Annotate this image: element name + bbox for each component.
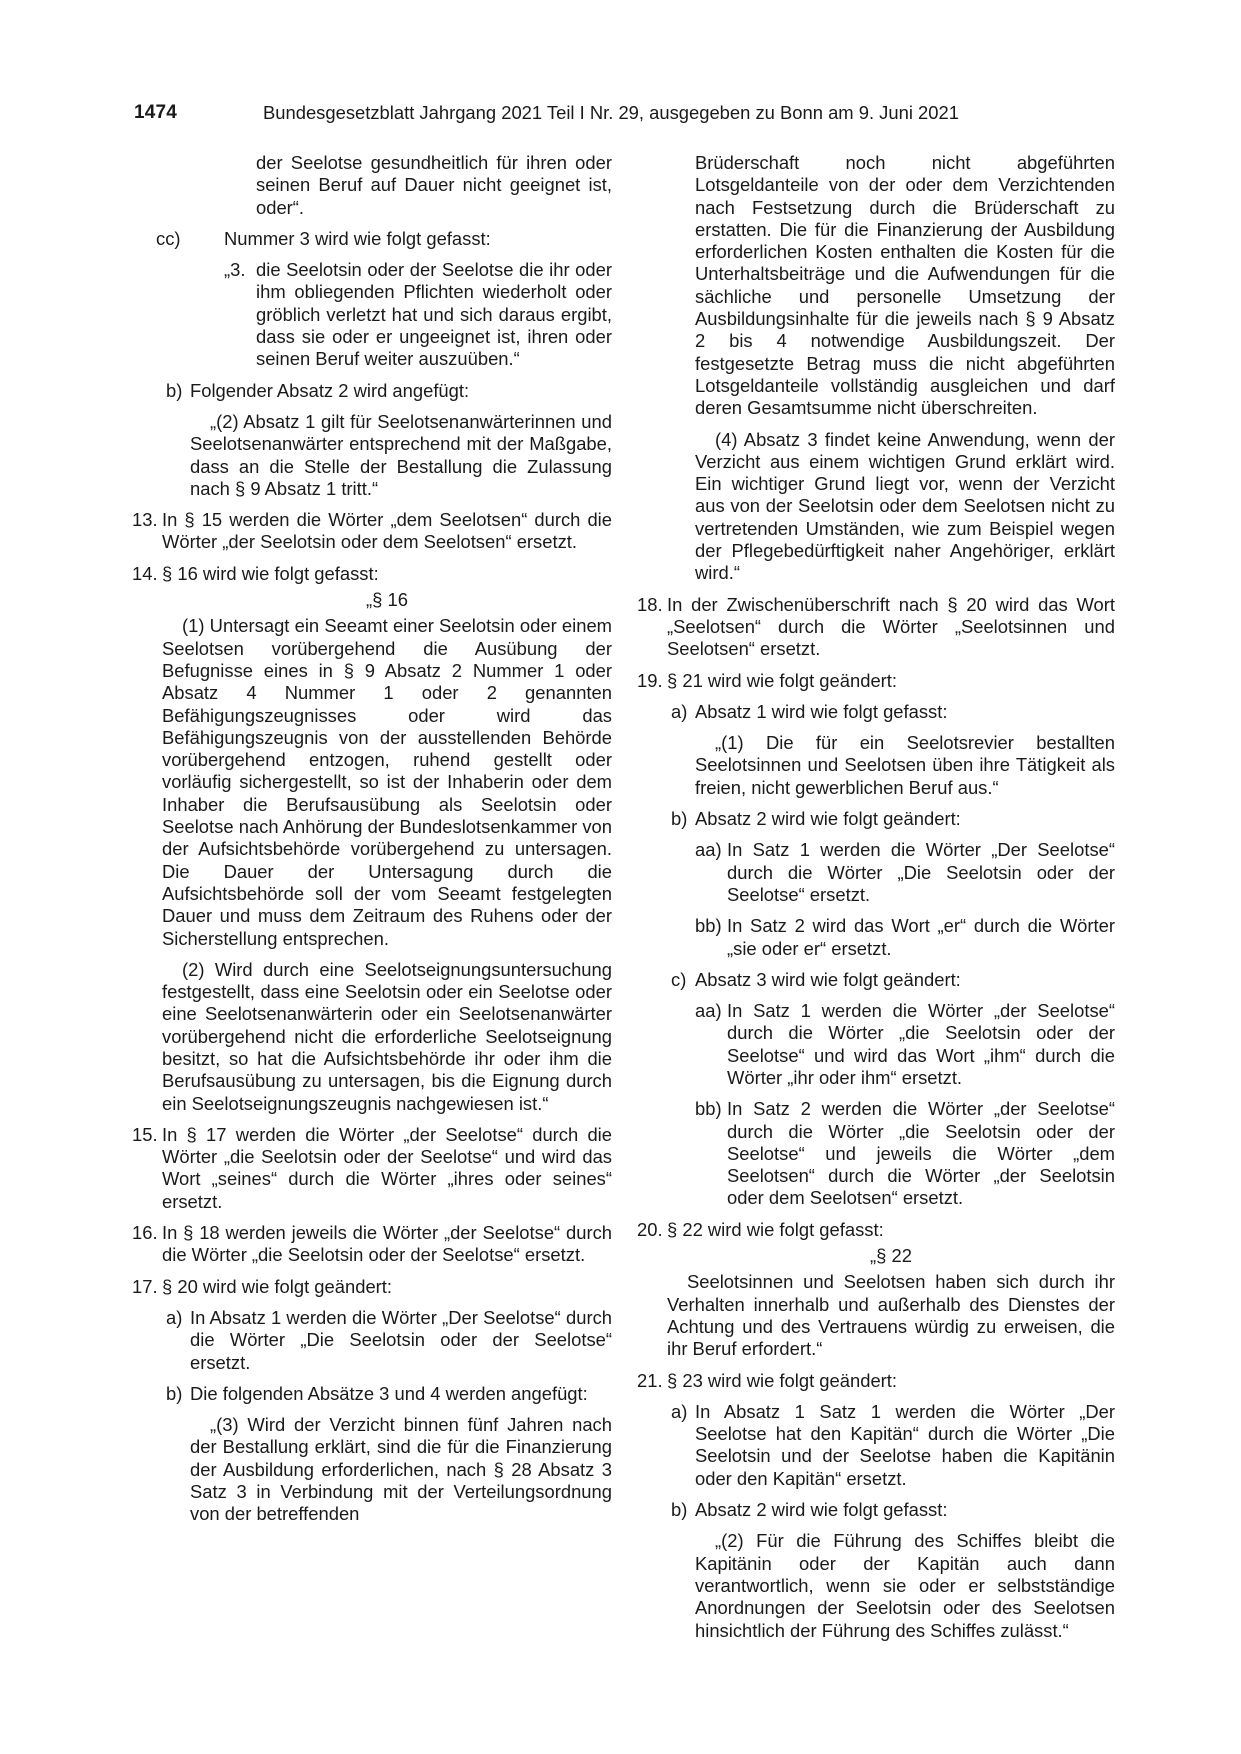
item-text: In Satz 1 werden die Wörter „der Seelotse“ durch die Wörter „die Seelotsin oder der Seelotse“ und wird das Wort „ihm“ durch die Wörter „ihr oder ihm“ ersetzt. — [727, 1000, 1115, 1088]
item-18 — [637, 593, 1115, 661]
item-21 — [637, 1369, 1115, 1392]
item-20 — [637, 1218, 1115, 1241]
item-label: aa) — [695, 1000, 722, 1022]
item-text: Absatz 2 wird wie folgt gefasst: — [695, 1499, 948, 1521]
item-19-c-bb — [695, 1098, 1115, 1209]
item-label: 17. — [132, 1275, 158, 1297]
item-label: c) — [671, 968, 687, 990]
item-cc — [156, 227, 612, 250]
item-label: 16. — [132, 1222, 158, 1244]
item-text: Nummer 3 wird wie folgt gefasst: — [224, 227, 491, 249]
item-text: Absatz 2 wird wie folgt geändert: — [695, 808, 961, 830]
quote-23-absatz-2: „(2) Für die Führung des Schiffes bleibt die Kapitänin oder der Kapitän auch dann verantwortlich, wenn sie oder er selbstständige Anordnungen der Seelotsin oder des Seelotsen hinsichtlich der Führung des Schiffes zulässt.“ — [695, 1530, 1115, 1641]
item-16 — [132, 1222, 612, 1267]
item-label: cc) — [156, 227, 181, 249]
item-19-c-aa — [695, 1000, 1115, 1089]
item-text: Absatz 1 wird wie folgt gefasst: — [695, 700, 948, 722]
item-text: Folgender Absatz 2 wird angefügt: — [190, 379, 470, 401]
item-text: In Satz 2 wird das Wort „er“ durch die Wörter „sie oder er“ ersetzt. — [727, 915, 1115, 959]
item-label: b) — [671, 808, 688, 830]
item-text: § 23 wird wie folgt geändert: — [667, 1369, 898, 1391]
item-text: In Absatz 1 Satz 1 werden die Wörter „Der Seelotse hat den Kapitän“ durch die Wörter „Die Seelotsin und der Seelotse haben die Kapitänin oder den Kapitän“ ersetzt. — [695, 1400, 1115, 1489]
item-text: In Satz 2 werden die Wörter „der Seelotse“ durch die Wörter „die Seelotsin oder der Seelotse“ und jeweils die Wörter „dem Seelotsen“ durch die Wörter „der Seelotsin oder dem Seelotsen“ ersetzt. — [727, 1098, 1115, 1209]
item-text: In § 17 werden die Wörter „der Seelotse“ durch die Wörter „die Seelotsin oder der Seelotse“ und wird das Wort „seines“ durch die Wörter „ihres oder seines“ ersetzt. — [162, 1123, 612, 1212]
item-19-c — [671, 968, 1115, 991]
quote-absatz-2: „(2) Absatz 1 gilt für Seelotsenanwärterinnen und Seelotsenanwärter entsprechend mit der Maßgabe, dass an die Stelle der Bestallung die Zulassung nach § 9 Absatz 1 tritt.“ — [190, 410, 612, 499]
item-19-b-bb — [695, 915, 1115, 960]
item-label: bb) — [695, 1098, 722, 1120]
item-15 — [132, 1123, 612, 1213]
item-label: a) — [671, 1400, 688, 1422]
quote-absatz-4: (4) Absatz 3 findet keine Anwendung, wenn der Verzicht aus einem wichtigen Grund erklärt wird. Ein wichtiger Grund liegt vor, wenn der Verzicht aus von der Seelotsin oder dem Seelotsen nicht zu vertretenden Umständen, wie zum Beispiel wegen der Pflegebedürftigkeit naher Angehöriger, erklärt wird.“ — [695, 428, 1115, 584]
right-column — [637, 152, 1115, 1651]
item-label: b) — [671, 1499, 688, 1521]
item-label: 18. — [637, 593, 663, 615]
item-text: § 16 wird wie folgt gefasst: — [162, 562, 379, 584]
section-heading-22: „§ 22 — [870, 1245, 912, 1267]
item-21-a — [671, 1400, 1115, 1490]
item-label: bb) — [695, 915, 722, 937]
section-22-paragraph: Seelotsinnen und Seelotsen haben sich durch ihr Verhalten innerhalb und außerhalb des Dienstes der Achtung und des Vertrauens würdig zu erweisen, die ihr Beruf erfordert.“ — [667, 1271, 1115, 1360]
item-19-b — [671, 808, 1115, 830]
section-16-paragraph-2: (2) Wird durch eine Seelotseignungsuntersuchung festgestellt, dass eine Seelotsin oder ein Seelotse oder eine Seelotsenanwärterin oder ein Seelotsenanwärter vorübergehend nicht die erforderliche Seelotseignung besitzt, so hat die Aufsichtsbehörde ihr oder ihm die Berufsausübung zu untersagen, bis die Eignung durch ein Seelotseignungszeugnis nachgewiesen ist.“ — [162, 958, 612, 1114]
section-16-paragraph-1: (1) Untersagt ein Seeamt einer Seelotsin oder einem Seelotsen vorübergehend die Ausübung der Befugnisse eines in § 9 Absatz 2 Nummer 1 oder Absatz 4 Nummer 1 oder 2 genannten Befähigungszeugnisses oder wird das Befähigungszeugnis von der ausstellenden Behörde vorübergehend entzogen, ruhend gestellt oder vorläufig sichergestellt, so ist der Inhaberin oder dem Inhaber die Berufsausübung als Seelotsin oder Seelotse nach Anhörung der Bundeslotsenkammer von der Aufsichtsbehörde vorübergehend zu untersagen. Die Dauer der Untersagung durch die Aufsichtsbehörde soll der vom Seeamt festgelegten Dauer und muss dem Zeitraum des Ruhens oder der Sicherstellung entsprechen. — [162, 615, 612, 949]
left-column — [132, 152, 612, 1535]
quote-19-absatz-1: „(1) Die für ein Seelotsrevier bestallten Seelotsinnen und Seelotsen üben ihre Tätigkeit als freien, nicht gewerblichen Beruf aus.“ — [695, 732, 1115, 798]
item-label: aa) — [695, 839, 722, 861]
paragraph-continuation: der Seelotse gesundheitlich für ihren oder seinen Beruf auf Dauer nicht geeignet ist, oder“. — [256, 152, 612, 218]
item-19 — [637, 669, 1115, 692]
item-label: a) — [671, 700, 688, 722]
item-label: 19. — [637, 669, 663, 691]
section-heading-16: „§ 16 — [366, 589, 408, 611]
item-text: § 20 wird wie folgt geändert: — [162, 1275, 393, 1297]
page-number: 1474 — [134, 102, 178, 123]
item-label: 21. — [637, 1369, 663, 1391]
quote-absatz-3-continuation: Brüderschaft noch nicht abgeführten Lotsgeldanteile von der oder dem Verzichtenden nach Festsetzung durch die Brüderschaft zu erstatten. Die für die Finanzierung der Ausbildung erforderlichen Kosten enthalten die Kosten für die Unterhaltsbeiträge und die Aufwendungen für die sächliche und personelle Umsetzung der Ausbildungsinhalte für die jeweils nach § 9 Absatz 2 bis 4 notwendige Ausbildungszeit. Der festgesetzte Betrag muss die nicht abgeführten Lotsgeldanteile vollständig ausgleichen und darf deren Gesamtsumme nicht überschreiten. — [695, 152, 1115, 419]
item-text: Die folgenden Absätze 3 und 4 werden angefügt: — [190, 1382, 588, 1404]
item-text: § 22 wird wie folgt gefasst: — [667, 1218, 884, 1240]
item-14 — [132, 562, 612, 585]
item-19-a — [671, 700, 1115, 723]
item-text: In § 18 werden jeweils die Wörter „der Seelotse“ durch die Wörter „die Seelotsin oder der Seelotse“ ersetzt. — [162, 1222, 612, 1266]
item-text: In § 15 werden die Wörter „dem Seelotsen“ durch die Wörter „der Seelotsin oder dem Seelotsen“ ersetzt. — [162, 509, 612, 553]
item-13 — [132, 509, 612, 554]
item-19-b-aa — [695, 839, 1115, 906]
item-text: In Absatz 1 werden die Wörter „Der Seelotse“ durch die Wörter „Die Seelotsin oder der Seelotse“ ersetzt. — [190, 1306, 612, 1373]
item-text: Absatz 3 wird wie folgt geändert: — [695, 968, 961, 990]
item-label: 20. — [637, 1218, 663, 1240]
item-text: In Satz 1 werden die Wörter „Der Seelotse“ durch die Wörter „Die Seelotsin oder der Seelotse“ ersetzt. — [727, 839, 1115, 905]
running-header: Bundesgesetzblatt Jahrgang 2021 Teil I Nr. 29, ausgegeben zu Bonn am 9. Juni 2021 — [263, 102, 959, 123]
item-label: 15. — [132, 1123, 158, 1145]
item-text: die Seelotsin oder der Seelotse die ihr oder ihm obliegenden Pflichten wiederholt oder gröblich verletzt hat und sich daraus ergibt, dass sie oder er ungeeignet ist, ihren oder seinen Beruf weiter auszuüben.“ — [256, 259, 612, 370]
item-text: In der Zwischenüberschrift nach § 20 wird das Wort „Seelotsen“ durch die Wörter „Seelotsinnen und Seelotsen“ ersetzt. — [667, 593, 1115, 660]
item-label: „3. — [224, 259, 246, 281]
item-label: b) — [166, 1382, 183, 1404]
item-17 — [132, 1275, 612, 1298]
item-17-a — [166, 1306, 612, 1374]
item-b — [166, 379, 612, 402]
item-17-b — [166, 1382, 612, 1405]
item-text: § 21 wird wie folgt geändert: — [667, 669, 898, 691]
quote-absatz-3: „(3) Wird der Verzicht binnen fünf Jahren nach der Bestallung erklärt, sind die für die Finanzierung der Ausbildung erforderlichen, nach § 28 Absatz 3 Satz 3 in Verbindung mit der Verteilungsordnung von der betreffenden — [190, 1414, 612, 1525]
item-21-b — [671, 1499, 1115, 1521]
item-label: 14. — [132, 562, 158, 584]
item-label: a) — [166, 1306, 183, 1328]
item-label: 13. — [132, 509, 158, 531]
item-label: b) — [166, 379, 183, 401]
item-cc-3 — [224, 259, 612, 370]
